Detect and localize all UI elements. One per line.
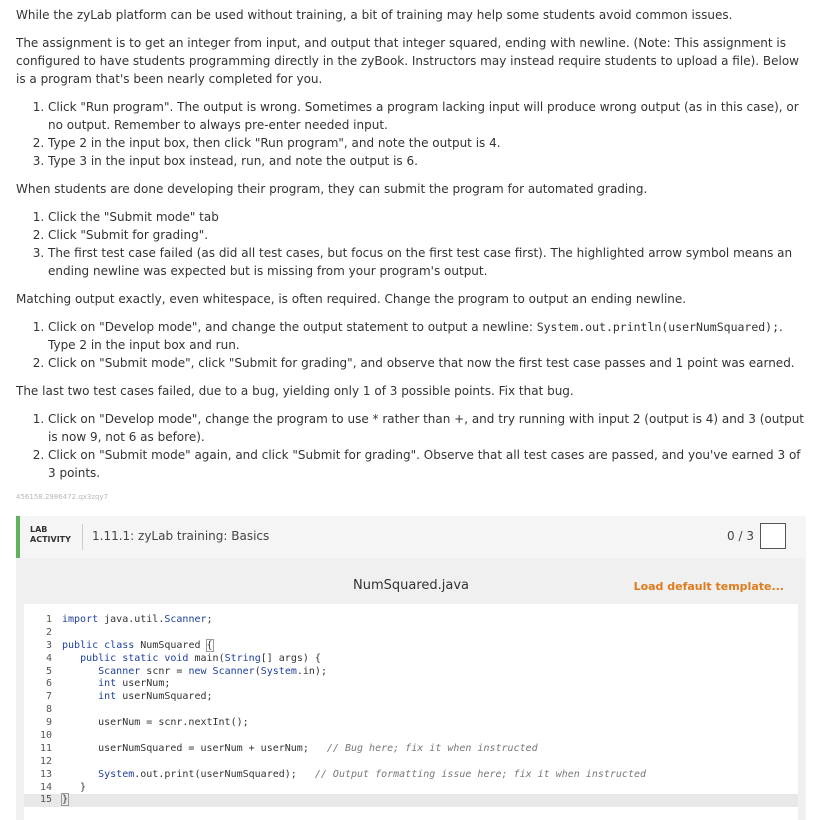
submit-steps-list: [16, 208, 806, 280]
code-line[interactable]: [24, 717, 798, 730]
code-line[interactable]: [24, 691, 798, 704]
code-text[interactable]: userNumSquared = userNum + userNum; // Bug here; fix it when instructed: [62, 742, 538, 754]
lab-title: 1.11.1: zyLab training: Basics: [92, 529, 270, 543]
code-editor-container: [16, 558, 806, 820]
lab-tag-line: LAB: [30, 525, 48, 534]
code-line[interactable]: [24, 666, 798, 679]
file-name: NumSquared.java: [352, 578, 470, 593]
list-item: 2. Type 2 in the input box, then click "Run program", and note the output is 4.: [48, 134, 806, 152]
list-item: 1. Click the "Submit mode" tab: [48, 208, 806, 226]
line-number: 4: [45, 652, 52, 664]
line-number: 3: [45, 639, 52, 651]
whitespace-paragraph: Matching output exactly, even whitespace, is often required. Change the program to output an ending newline.: [16, 292, 687, 306]
code-line[interactable]: [24, 794, 798, 807]
step-text: . Type 2 in the input box and run.: [48, 320, 783, 352]
line-number: 7: [45, 691, 52, 703]
intro-paragraph: While the zyLab platform can be used without training, a bit of training may help some students avoid common issues.: [16, 8, 733, 22]
line-number: 15: [39, 794, 52, 806]
code-text[interactable]: userNum = scnr.nextInt();: [62, 717, 249, 729]
code-text[interactable]: int userNumSquared;: [98, 691, 213, 703]
line-number: 1: [45, 614, 52, 625]
score-label: 0 / 3: [727, 529, 754, 543]
run-steps-list: [16, 98, 806, 170]
bug-steps-list: [16, 410, 806, 482]
code-line[interactable]: [24, 614, 798, 627]
list-item: 2. Click on "Submit mode" again, and click "Submit for grading". Observe that all test cases are passed, and you've earned 3 of 3 points.: [48, 446, 806, 482]
completion-checkbox: [760, 523, 786, 549]
line-number: 9: [45, 717, 52, 729]
list-item: 3. Type 3 in the input box instead, run, and note the output is 6.: [48, 152, 806, 170]
step-text: Click on "Develop mode", and change the output statement to output a newline:: [48, 320, 537, 334]
code-line[interactable]: [24, 769, 798, 782]
line-number: 6: [45, 678, 52, 690]
code-text[interactable]: import java.util.Scanner;: [62, 614, 213, 625]
code-text[interactable]: }: [62, 794, 69, 806]
code-editor[interactable]: [24, 568, 798, 820]
code-text[interactable]: System.out.print(userNumSquared); // Output formatting issue here; fix it when instructed: [98, 768, 647, 780]
code-text[interactable]: public class NumSquared {: [62, 639, 213, 651]
lab-tag-line: ACTIVITY: [30, 535, 71, 544]
list-item: [48, 318, 806, 354]
code-line[interactable]: [24, 653, 798, 666]
code-text[interactable]: public static void main(String[] args) {: [80, 652, 321, 664]
list-item: 3. The first test case failed (as did all test cases, but focus on the first test case first). The highlighted arrow symbol means an ending newline was expected but is missing from your program's output.: [48, 244, 806, 280]
line-number: 14: [39, 781, 52, 793]
line-number: 10: [39, 730, 52, 742]
lab-activity-header: [16, 516, 806, 558]
line-number: 8: [45, 704, 52, 716]
code-line[interactable]: [24, 743, 798, 756]
submit-paragraph: When students are done developing their program, they can submit the program for automated grading.: [16, 182, 648, 196]
code-line[interactable]: [24, 640, 798, 653]
assignment-paragraph: The assignment is to get an integer from input, and output that integer squared, ending with newline. (Note: This assignment is configured to have students programming directly in the zyBook. Instructors may instead require students to upload a file). Below is a program that's been nearly completed for you.: [16, 36, 799, 86]
inline-code: System.out.println(userNumSquared);: [536, 320, 780, 334]
code-text[interactable]: Scanner scnr = new Scanner(System.in);: [98, 665, 327, 677]
lab-activity-tag: [30, 525, 71, 545]
line-number: 11: [39, 742, 52, 754]
list-item: 2. Click "Submit for grading".: [48, 226, 806, 244]
code-text[interactable]: int userNum;: [98, 678, 171, 690]
line-number: 5: [45, 665, 52, 677]
activity-id: 456158.2986472.qx3zqy7: [16, 493, 109, 501]
code-line[interactable]: [24, 756, 798, 769]
code-line[interactable]: [24, 782, 798, 795]
code-text[interactable]: }: [62, 781, 87, 793]
instructions: [16, 6, 806, 502]
newline-steps-list: [16, 318, 806, 372]
code-line[interactable]: [24, 678, 798, 691]
list-item: 1. Click "Run program". The output is wrong. Sometimes a program lacking input will produce wrong output (as in this case), or no output. Remember to always pre-enter needed input.: [48, 98, 806, 134]
list-item: 2. Click on "Submit mode", click "Submit for grading", and observe that now the first test case passes and 1 point was earned.: [48, 354, 806, 372]
code-line[interactable]: [24, 627, 798, 640]
divider: [82, 524, 83, 550]
list-item: 1. Click on "Develop mode", change the program to use * rather than +, and try running with input 2 (output is 4) and 3 (output is now 9, not 6 as before).: [48, 410, 806, 446]
line-number: 12: [39, 755, 52, 767]
line-number: 2: [45, 626, 52, 638]
load-default-template-link[interactable]: Load default template...: [633, 580, 784, 593]
code-line[interactable]: [24, 704, 798, 717]
bug-paragraph: The last two test cases failed, due to a bug, yielding only 1 of 3 possible points. Fix that bug.: [16, 384, 574, 398]
line-number: 13: [39, 768, 52, 780]
code-area[interactable]: [24, 614, 798, 807]
editor-toolbar: [24, 568, 798, 604]
code-line[interactable]: [24, 730, 798, 743]
